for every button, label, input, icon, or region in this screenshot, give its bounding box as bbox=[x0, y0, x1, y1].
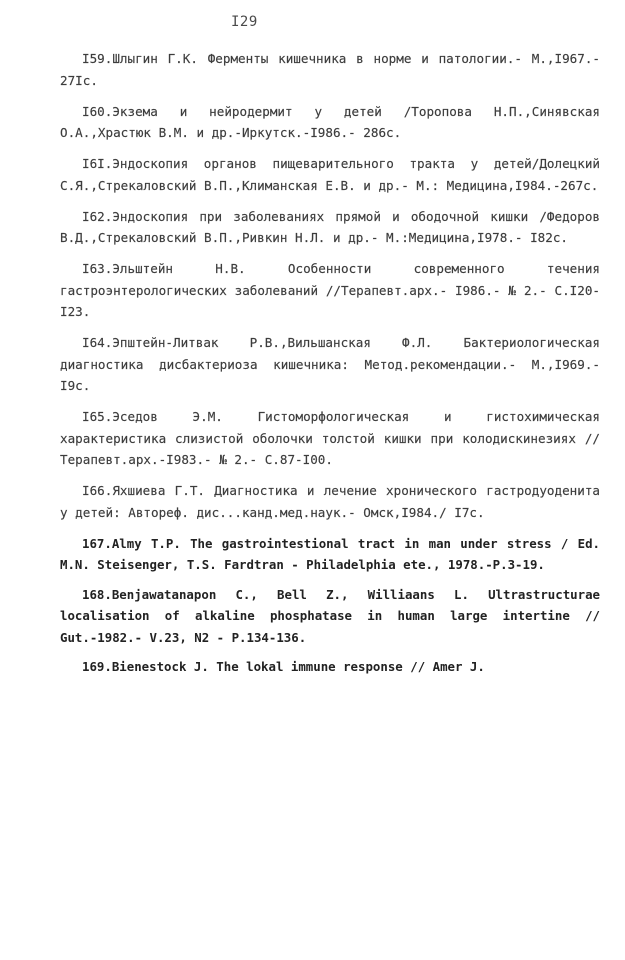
reference-item-161: I6I.Эндоскопия органов пищеварительного тракта у детей/Долецкий С.Я.,Стрекаловский В.П.,Климанская Е.В. и др.- М.: Медицина,I984.-267с. bbox=[60, 156, 600, 193]
reference-list bbox=[60, 48, 600, 686]
reference-item-159: I59.Шлыгин Г.К. Ферменты кишечника в норме и патологии.- М.,I967.- 27Iс. bbox=[60, 51, 600, 88]
reference-item-166: I66.Яхшиева Г.Т. Диагностика и лечение хронического гастродуоденита у детей: Автореф. дис...канд.мед.наук.- Омск,I984./ I7с. bbox=[60, 483, 600, 520]
reference-item-165: I65.Эседов Э.М. Гистоморфологическая и гистохимическая характеристика слизистой оболочки толстой кишки при колодискинезиях //Терапевт.арх.-I983.- № 2.- С.87-I00. bbox=[60, 409, 600, 467]
reference-item-164: I64.Эпштейн-Литвак Р.В.,Вильшанская Ф.Л. Бактериологическая диагностика дисбактериоза кишечника: Метод.рекомендации.- М.,I969.- I9с. bbox=[60, 335, 600, 393]
reference-item-162: I62.Эндоскопия при заболеваниях прямой и ободочной кишки /Федоров В.Д.,Стрекаловский В.П.,Ривкин Н.Л. и др.- М.:Медицина,I978.- I82с. bbox=[60, 208, 600, 245]
reference-item-163: I63.Эльштейн Н.В. Особенности современного течения гастроэнтерологических заболеваний //Терапевт.арх.- I986.- № 2.- С.I20-I23. bbox=[60, 261, 600, 319]
reference-item-169: 169.Bienestock J. The lokal immune response // Amer J. bbox=[82, 659, 485, 674]
page-number: I29 bbox=[231, 14, 258, 30]
reference-item-168: 168.Benjawatanapon C., Bell Z., Williaans L. Ultrastructurae localisation of alkaline phosphatase in human large intertine // Gut.-1982.- V.23, N2 - P.134-136. bbox=[60, 586, 600, 645]
reference-item-167: 167.Almy T.P. The gastrointestional tract in man under stress / Ed. M.N. Steisenger, T.S. Fardtran - Philadelphia ete., 1978.-P.3-19. bbox=[60, 535, 600, 572]
reference-item-160: I60.Экзема и нейродермит у детей /Торопова Н.П.,Синявская О.А.,Храстюк В.М. и др.-Иркутск.-I986.- 286с. bbox=[60, 103, 600, 140]
